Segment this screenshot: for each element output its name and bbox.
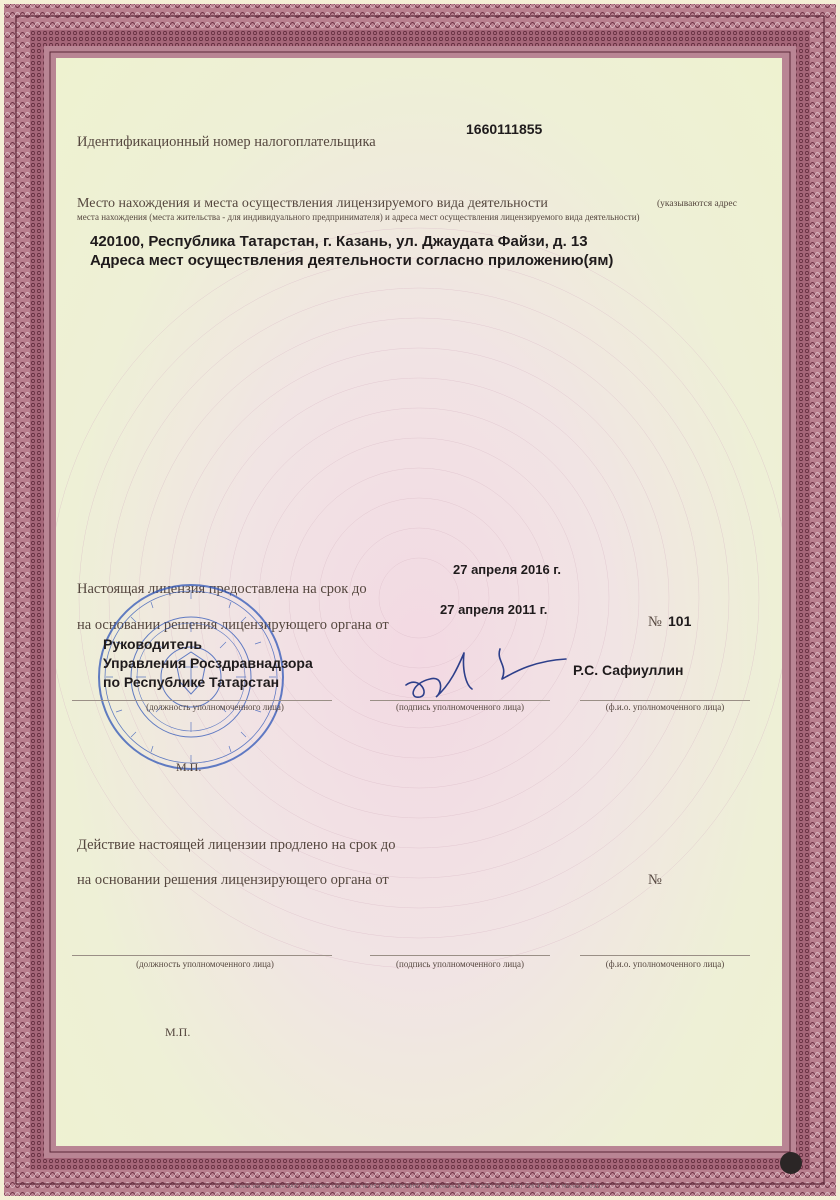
signature-caption-1: (подпись уполномоченного лица) [396, 702, 524, 712]
location-note: (указываются адрес [657, 199, 737, 209]
extension-number-sign: № [648, 872, 662, 888]
print-footer: Бланк изготовлен ЗАО «ОПЦИОН» (лицензия № 05-05-09/003 ФНС РФ, уровень Б, ТЗ № 255) тел. (495) 726-47-42, г. Москва, 2011 г. [234, 1184, 606, 1190]
name-rule-1 [580, 700, 750, 701]
signature-rule-1 [370, 700, 550, 701]
position-rule-1 [72, 700, 332, 701]
stamp-place-1: М.П. [176, 760, 202, 774]
decision-date: 27 апреля 2011 г. [440, 602, 548, 617]
decision-number: 101 [668, 613, 692, 629]
extension-label: Действие настоящей лицензии продлено на срок до [77, 837, 396, 853]
name-caption-1: (ф.и.о. уполномоченного лица) [605, 702, 725, 712]
position-caption-2: (должность уполномоченного лица) [136, 959, 274, 969]
valid-until-label: Настоящая лицензия предоставлена на срок до [77, 581, 367, 597]
location-note-line2: места нахождения (места жительства - для индивидуального предпринимателя) и адреса мест осуществления лицензируемого вида деятельности) [77, 212, 640, 222]
location-label: Место нахождения и места осуществления лицензируемого вида деятельности [77, 196, 548, 211]
license-address: 420100, Республика Татарстан, г. Казань, ул. Джаудата Файзи, д. 13 [90, 233, 588, 250]
number-sign: № [648, 614, 662, 630]
name-caption-2: (ф.и.о. уполномоченного лица) [605, 959, 725, 969]
addresses-note: Адреса мест осуществления деятельности согласно приложению(ям) [90, 252, 614, 269]
punch-hole [780, 1152, 802, 1174]
signatory-position-3: по Республике Татарстан [103, 674, 280, 690]
position-caption-1: (должность уполномоченного лица) [146, 702, 284, 712]
handwritten-signature [400, 645, 570, 705]
signatory-name: Р.С. Сафиуллин [573, 662, 684, 678]
name-rule-2 [580, 955, 750, 956]
signatory-position-1: Руководитель [103, 636, 202, 652]
tax-id-value: 1660111855 [466, 121, 543, 137]
signature-rule-2 [370, 955, 550, 956]
signature-caption-2: (подпись уполномоченного лица) [396, 959, 524, 969]
extension-basis-label: на основании решения лицензирующего органа от [77, 872, 389, 888]
decision-label: на основании решения лицензирующего органа от [77, 617, 389, 633]
position-rule-2 [72, 955, 332, 956]
tax-id-label: Идентификационный номер налогоплательщика [77, 134, 376, 150]
stamp-place-2: М.П. [165, 1025, 191, 1039]
signatory-position-2: Управления Росздравнадзора [103, 655, 313, 671]
valid-until-date: 27 апреля 2016 г. [453, 562, 562, 577]
